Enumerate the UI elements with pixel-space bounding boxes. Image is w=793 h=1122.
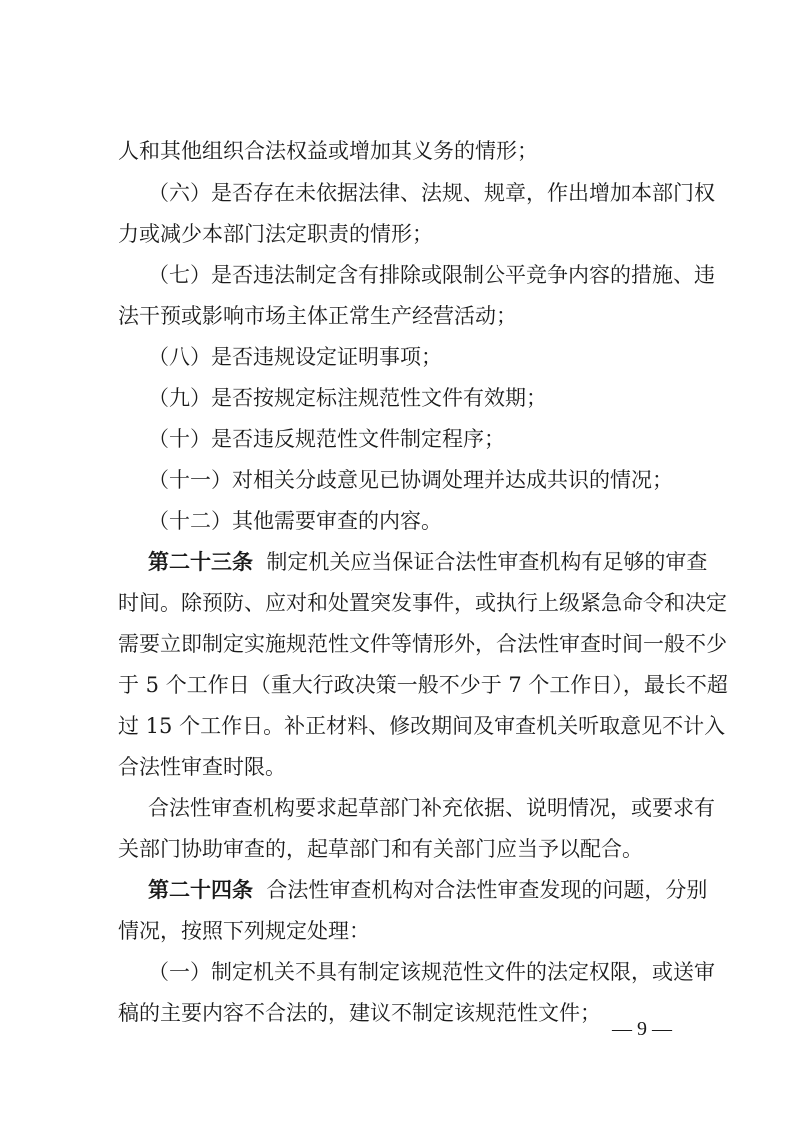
text-line: （十一）对相关分歧意见已协调处理并达成共识的情况； (148, 468, 673, 492)
article-24-heading: 第二十四条 (148, 877, 253, 902)
text-line: （十）是否违反规范性文件制定程序； (148, 427, 505, 451)
text-line: （十二）其他需要审查的内容。 (148, 509, 442, 533)
text-line: （七）是否违法制定含有排除或限制公平竞争内容的措施、违 (148, 263, 715, 287)
text-span: 制定机关应当保证合法性审查机构有足够的审查 (266, 550, 708, 574)
text-line: 稿的主要内容不合法的，建议不制定该规范性文件； (118, 1001, 601, 1025)
text-line: 情况，按照下列规定处理： (118, 919, 370, 943)
text-line: （一）制定机关不具有制定该规范性文件的法定权限，或送审 (148, 960, 715, 984)
article-23-first-line (148, 547, 708, 577)
text-line: 需要立即制定实施规范性文件等情形外，合法性审查时间一般不少 (118, 632, 727, 656)
article-23-heading: 第二十三条 (148, 549, 253, 574)
text-line: 于 5 个工作日（重大行政决策一般不少于 7 个工作日），最长不超 (118, 673, 728, 697)
page-number: — 9 — (612, 1018, 672, 1040)
text-line: 力或减少本部门法定职责的情形； (118, 222, 433, 246)
text-line: 合法性审查机构要求起草部门补充依据、说明情况，或要求有 (148, 796, 715, 820)
text-line: 人和其他组织合法权益或增加其义务的情形； (118, 139, 538, 163)
text-line: 时间。除预防、应对和处置突发事件，或执行上级紧急命令和决定 (118, 591, 727, 615)
text-line: （八）是否违规设定证明事项； (148, 345, 442, 369)
text-line: （六）是否存在未依据法律、法规、规章，作出增加本部门权 (148, 181, 715, 205)
text-line: 合法性审查时限。 (118, 755, 286, 779)
article-24-first-line (148, 875, 708, 905)
text-span: 合法性审查机构对合法性审查发现的问题，分别 (266, 878, 708, 902)
text-line: 法干预或影响市场主体正常生产经营活动； (118, 304, 517, 328)
text-line: 关部门协助审查的，起草部门和有关部门应当予以配合。 (118, 837, 643, 861)
text-line: （九）是否按规定标注规范性文件有效期； (148, 386, 547, 410)
text-line: 过 15 个工作日。补正材料、修改期间及审查机关听取意见不计入 (118, 714, 726, 738)
